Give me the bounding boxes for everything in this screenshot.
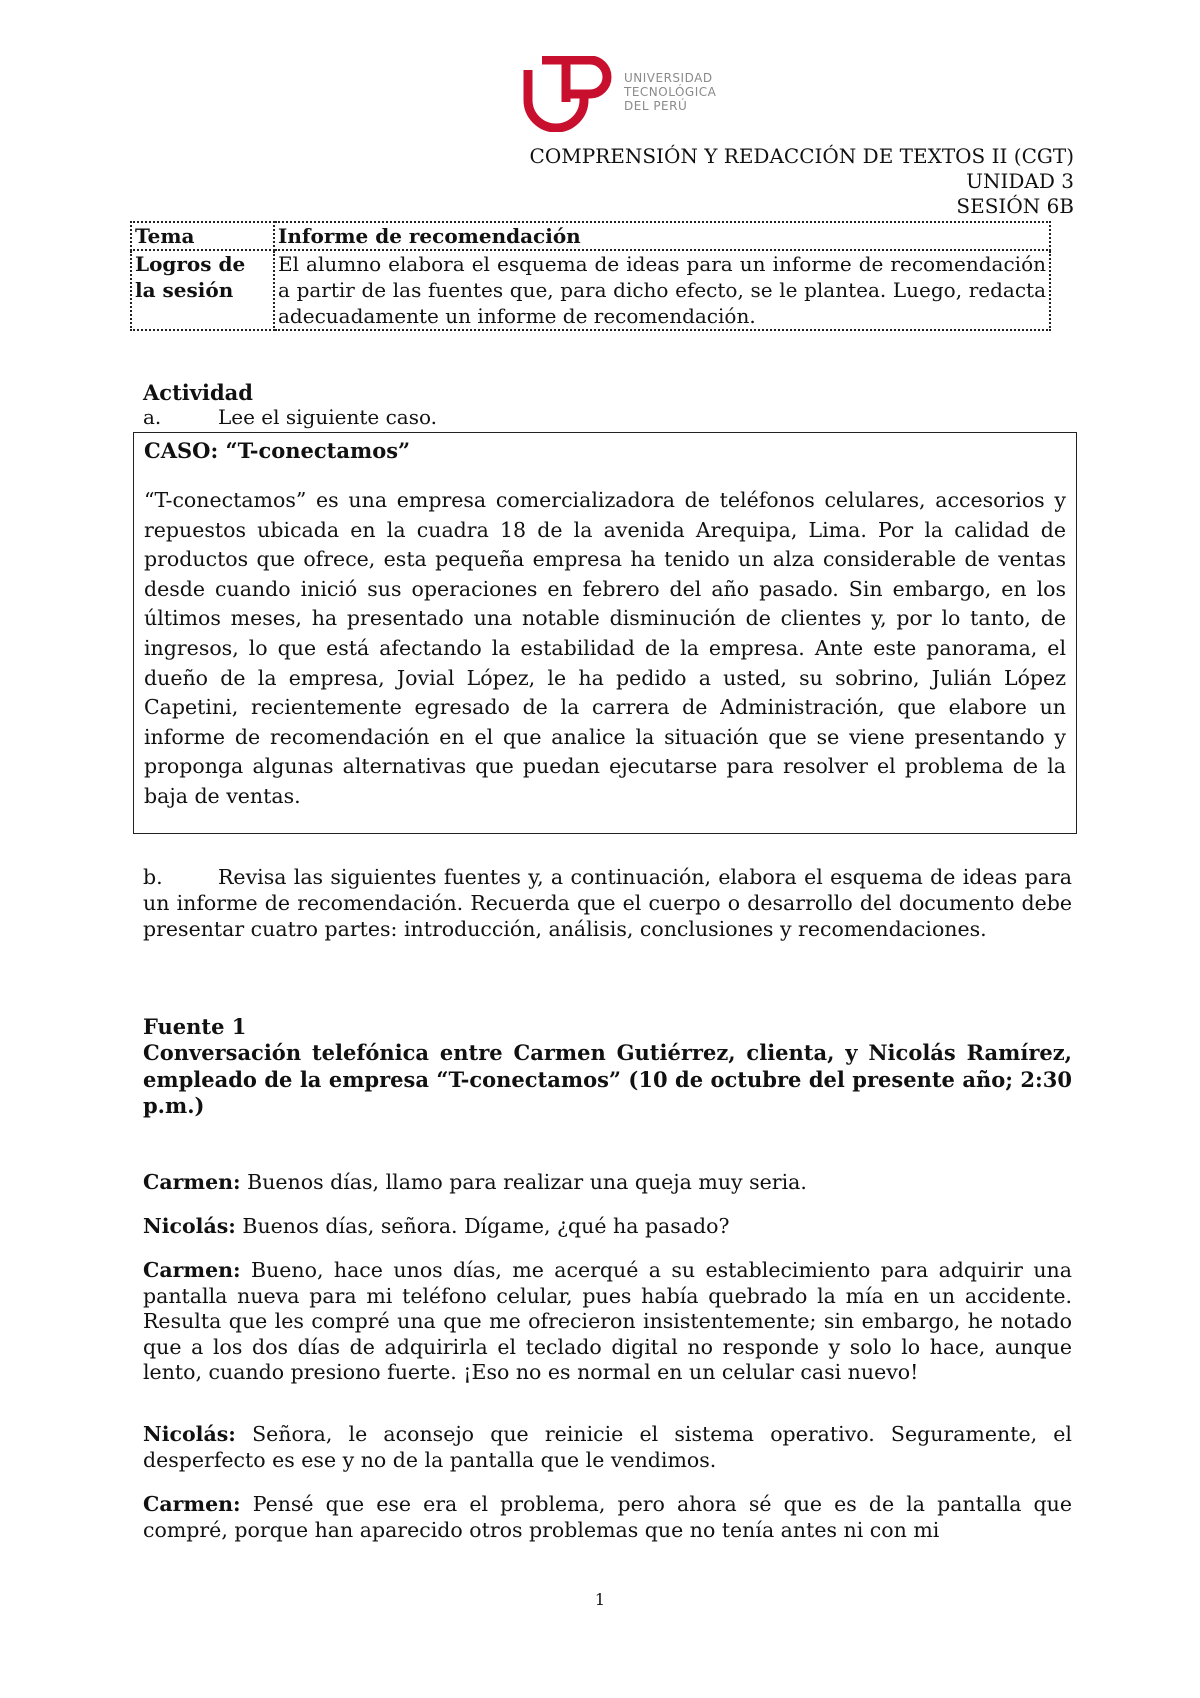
- session-info-table: [130, 221, 1051, 331]
- dialogue-turn: [143, 1170, 1072, 1196]
- item-a-text: Lee el siguiente caso.: [218, 405, 438, 429]
- university-logo: [520, 56, 740, 132]
- logo-line-3: DEL PERÚ: [624, 99, 688, 113]
- logo-line-1: UNIVERSIDAD: [624, 71, 713, 85]
- dialogue-turn: [143, 1422, 1072, 1473]
- page-number: 1: [594, 1590, 606, 1609]
- activity-item-b: [143, 864, 1072, 942]
- dialogue-text: Buenos días, llamo para realizar una queja muy seria.: [247, 1170, 807, 1194]
- table-row: [131, 250, 1050, 330]
- activity-title: Actividad: [143, 380, 253, 405]
- logo-wordmark: [624, 71, 716, 113]
- speaker-name: Nicolás:: [143, 1422, 236, 1446]
- case-box: [133, 432, 1077, 834]
- dialogue-turn: [143, 1214, 1072, 1240]
- dialogue-text: Bueno, hace unos días, me acerqué a su establecimiento para adquirir una pantalla nueva para mi teléfono celular, pues había quebrado la mía en un accidente. Resulta que les compré una que me ofrecieron insistentemente; sin embargo, he notado que a los dos días de adquirirla el teclado digital no responde y solo lo hace, aunque lento, cuando presiono fuerte. ¡Eso no es normal en un celular casi nuevo!: [143, 1258, 1072, 1385]
- dialogue-turn: [143, 1258, 1072, 1386]
- dialogue-text: Señora, le aconsejo que reinicie el sistema operativo. Seguramente, el desperfecto es ese y no de la pantalla que le vendimos.: [143, 1422, 1072, 1472]
- document-header: [530, 144, 1074, 219]
- source-label: Fuente 1: [143, 1014, 247, 1039]
- speaker-name: Carmen:: [143, 1258, 241, 1282]
- speaker-name: Carmen:: [143, 1492, 241, 1516]
- item-b-text: Revisa las siguientes fuentes y, a continuación, elabora el esquema de ideas para un informe de recomendación. Recuerda que el cuerpo o desarrollo del documento debe presentar cuatro partes: introducción, análisis, conclusiones y recomendaciones.: [143, 865, 1072, 941]
- item-b-marker: b.: [143, 865, 163, 889]
- dialogue-text: Pensé que ese era el problema, pero ahora sé que es de la pantalla que compré, porque han aparecido otros problemas que no tenía antes ni con mi: [143, 1492, 1072, 1542]
- topic-value: Informe de recomendación: [274, 222, 1050, 250]
- case-text: “T-conectamos” es una empresa comercializadora de teléfonos celulares, accesorios y repuestos ubicada en la cuadra 18 de la avenida Arequipa, Lima. Por la calidad de productos que ofrece, esta pequeña empresa ha tenido un alza considerable de ventas desde cuando inició sus operaciones en febrero del año pasado. Sin embargo, en los últimos meses, ha presentado una notable disminución de clientes y, por lo tanto, de ingresos, lo que está afectando la estabilidad de la empresa. Ante este panorama, el dueño de la empresa, Jovial López, le ha pedido a usted, su sobrino, Julián López Capetini, recientemente egresado de la carrera de Administración, que elabore un informe de recomendación en el que analice la situación que se viene presentando y proponga algunas alternativas que puedan ejecutarse para resolver el problema de la baja de ventas.: [144, 488, 1066, 808]
- dialogue-turn: [143, 1492, 1072, 1543]
- course-title: COMPRENSIÓN Y REDACCIÓN DE TEXTOS II (CGT): [529, 144, 1074, 168]
- table-row: [131, 222, 1050, 250]
- source-title: Conversación telefónica entre Carmen Gutiérrez, clienta, y Nicolás Ramírez, empleado de la empresa “T-conectamos” (10 de octubre del presente año; 2:30 p.m.): [143, 1040, 1072, 1118]
- goals-value: El alumno elabora el esquema de ideas para un informe de recomendación a partir de las fuentes que, para dicho efecto, se le plantea. Luego, redacta adecuadamente un informe de recomendación.: [274, 250, 1050, 330]
- logo-line-2: TECNOLÓGICA: [624, 85, 717, 99]
- unit-label: UNIDAD 3: [966, 169, 1074, 193]
- item-a-marker: a.: [143, 405, 162, 429]
- goals-label: Logros de la sesión: [131, 250, 274, 330]
- activity-item-a: [143, 404, 437, 430]
- dialogue-text: Buenos días, señora. Dígame, ¿qué ha pasado?: [242, 1214, 730, 1238]
- utp-logo-icon: [520, 56, 616, 132]
- case-title: CASO: “T-conectamos”: [144, 438, 411, 463]
- speaker-name: Nicolás:: [143, 1214, 236, 1238]
- topic-label: Tema: [131, 222, 274, 250]
- session-label: SESIÓN 6B: [956, 194, 1074, 218]
- speaker-name: Carmen:: [143, 1170, 241, 1194]
